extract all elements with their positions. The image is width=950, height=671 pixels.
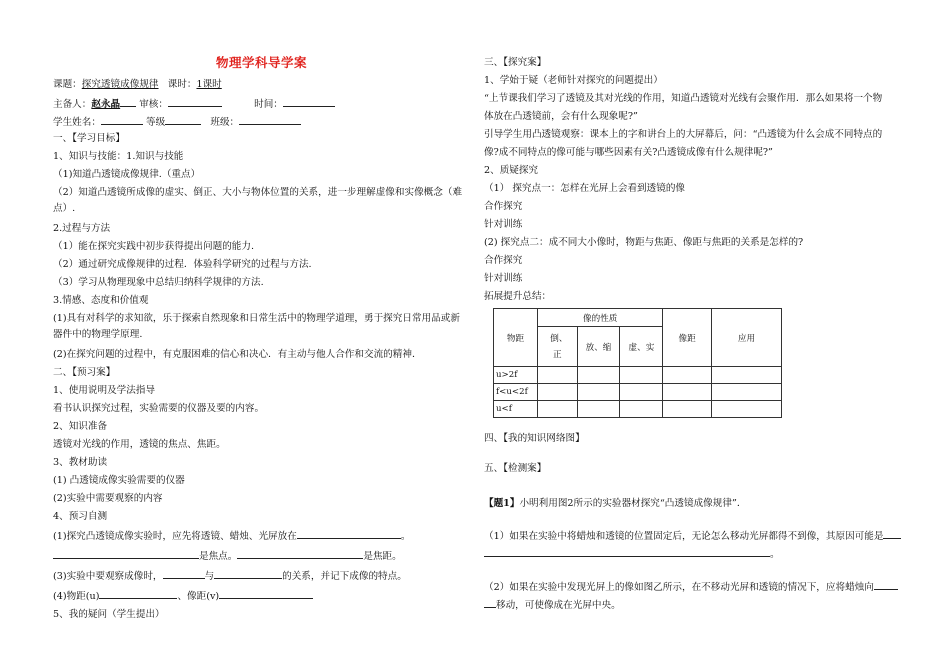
fill-text: (4)物距(u) [53,591,100,602]
text-line: 2、质疑探究 [484,165,539,176]
fill-line-4 [53,588,313,603]
answer-blank[interactable] [297,528,401,539]
text-line: 器件中的物理学原理. [53,329,143,340]
text-line: 1、知识与技能：1.知识与技能 [53,151,184,162]
class-blank[interactable] [239,114,301,125]
fill-text: 。 [400,531,411,542]
text-line: 拓展提升总结： [484,291,552,302]
table-cell[interactable] [663,401,712,418]
table-subheader-real: 虚、实 [620,327,663,367]
text-line: 像?成不同特点的像可能与哪些因素有关?凸透镜成像有什么规律呢?” [484,147,773,158]
table-subheader-size: 放、缩 [577,327,620,367]
text-line: 1、学始于疑（老师针对探究的问题提出） [484,75,663,86]
text-line: 5、我的疑问（学生提出） [53,609,165,620]
question-text: （2）如果在实验中发现光屏上的像如图乙所示，在不移动光屏和透镜的情况下，应将蜡烛向 [484,582,874,593]
answer-blank[interactable] [163,568,205,579]
table-cell[interactable] [711,384,781,401]
text-line: 4、预习自测 [53,511,108,522]
answer-blank[interactable] [484,597,496,608]
question-tag: 【题1】 [484,498,520,509]
answer-blank[interactable] [237,548,363,559]
table-cell[interactable] [538,367,578,384]
fill-text: 是焦点。 [199,551,238,562]
fill-text: (3)实验中要观察成像时， [53,571,163,582]
table-cell[interactable] [577,384,620,401]
table-subheader-orientation [538,327,578,367]
student-line [53,114,301,129]
table-cell: u<f [494,401,538,418]
table-row [494,401,782,418]
table-row [494,384,782,401]
text-line: 透镜对光线的作用，透镜的焦点、焦距。 [53,439,226,450]
text-line: (2)在探究问题的过程中，有克服困难的信心和决心．有主动与他人合作和交流的精神． [53,349,422,360]
time-blank[interactable] [283,96,335,107]
question-text: 小明利用图2所示的实验器材探究“凸透镜成像规律”． [519,498,747,509]
table-cell[interactable] [663,367,712,384]
text-line: (1)具有对科学的求知欲，乐于探索自然现象和日常生活中的物理学道理，勇于探究日常用品或新 [53,313,460,324]
section-heading: 三、【探究案】 [484,57,547,68]
text-line: 合作探究 [484,201,523,212]
text-line: 2、知识准备 [53,421,108,432]
answer-blank[interactable] [214,568,282,579]
question-text: 。 [770,549,780,560]
text-line: 合作探究 [484,255,523,266]
answer-blank[interactable] [219,588,313,599]
text-line: （1） 探究点一：怎样在光屏上会看到透镜的像 [484,183,686,194]
question-1-part-1 [484,528,901,543]
text-line: 引导学生用凸透镜观察：课本上的字和讲台上的大屏幕后，问：“凸透镜为什么会成不同特点的 [484,129,883,140]
table-cell[interactable] [620,401,663,418]
section-heading: 五、【检测案】 [484,463,547,474]
text-line: 3.情感、态度和价值观 [53,295,149,306]
text-line: 1、使用说明及学法指导 [53,385,156,396]
text-line: （2）通过研究成像规律的过程．体验科学研究的过程与方法. [53,259,312,270]
answer-blank[interactable] [883,528,901,539]
answer-blank[interactable] [99,588,177,599]
preparer-line [53,96,335,111]
text-line: 2.过程与方法 [53,223,111,234]
table-cell[interactable] [577,401,620,418]
fill-line-2 [53,548,402,563]
question-1-part-2-cont [484,597,621,612]
text-line: 体放在凸透镜前，会有什么现象呢?” [484,111,638,122]
preparer-value: 赵永晶 [91,99,121,110]
table-cell[interactable] [711,367,781,384]
text-line: “上节课我们学习了透镜及其对光线的作用，知道凸透镜对光线有会聚作用．那么如果将一个物 [484,93,883,104]
fill-line-1 [53,528,410,543]
text-line: （1）能在探究实践中初步获得提出问题的能力. [53,241,255,252]
class-label: 班级： [210,117,240,128]
text-line: (2) 探究点二：成不同大小像时，物距与焦距、像距与焦距的关系是怎样的? [484,237,804,248]
text-line: (1) 凸透镜成像实验需要的仪器 [53,475,185,486]
table-header-image-nature: 像的性质 [538,309,663,327]
question-1 [484,497,746,510]
section-heading: 一、【学习目标】 [53,133,125,144]
student-label: 学生姓名： [53,117,101,128]
table-header-image-distance: 像距 [663,309,712,367]
text-line: 点）. [53,203,76,214]
section-heading: 二、【预习案】 [53,367,116,378]
table-cell[interactable] [711,401,781,418]
fill-text: (1)探究凸透镜成像实验时，应先将透镜、蜡烛、光屏放在 [53,531,297,542]
table-cell: u>2f [494,367,538,384]
image-properties-table [493,308,782,418]
table-header-application: 应用 [711,309,781,367]
fill-text: 的关系，并记下成像的特点。 [282,571,407,582]
text-line: 针对训练 [484,273,523,284]
course-label: 课题： [53,79,82,90]
answer-blank[interactable] [484,546,770,557]
table-header-object-distance: 物距 [494,309,538,367]
text-line: （3）学习从物理现象中总结归纳科学规律的方法. [53,277,264,288]
period-value: 1课时 [196,79,222,90]
table-cell[interactable] [577,367,620,384]
text-line: (2)实验中需要观察的内容 [53,493,163,504]
table-cell[interactable] [620,384,663,401]
grade-label: 等级 [146,117,166,128]
question-1-part-1-cont [484,546,780,561]
table-cell[interactable] [620,367,663,384]
fill-text: 、像距(v) [177,591,220,602]
text-line: （2）知道凸透镜所成像的虚实、倒正、大小与物体位置的关系，进一步理解虚像和实像概念（难 [53,187,463,198]
text-line: 看书认识探究过程，实验需要的仪器及要的内容。 [53,403,265,414]
page-title: 物理学科导学案 [216,55,308,70]
question-1-part-2 [484,579,898,594]
question-text: 移动，可使像成在光屏中央。 [496,600,621,611]
table-cell[interactable] [663,384,712,401]
table-cell[interactable] [538,384,578,401]
reviewer-label: 审核： [139,99,168,110]
section-heading: 四、【我的知识网络图】 [484,433,585,444]
question-text: （1）如果在实验中将蜡烛和透镜的位置固定后，无论怎么移动光屏都得不到像，其原因可能是 [484,531,884,542]
text-line: （1)知道凸透镜成像规律.（重点） [53,169,201,180]
grade-blank[interactable] [165,114,201,125]
text-line: 3、教材助读 [53,457,108,468]
fill-line-3 [53,568,407,583]
cell-text: 倒、正 [550,333,568,360]
course-line [53,78,222,91]
fill-text: 是焦距。 [363,551,402,562]
preparer-blank[interactable] [120,96,136,107]
table-row [494,367,782,384]
text-line: 针对训练 [484,219,523,230]
course-value: 探究透镜成像规律 [81,79,159,90]
preparer-label: 主备人： [53,99,92,110]
answer-blank[interactable] [874,579,898,590]
answer-blank[interactable] [53,548,199,559]
period-label: 课时： [167,79,197,90]
student-blank[interactable] [101,114,143,125]
reviewer-blank[interactable] [168,96,222,107]
table-cell: f<u<2f [494,384,538,401]
fill-text: 与 [204,571,215,582]
table-cell[interactable] [538,401,578,418]
time-label: 时间： [254,99,283,110]
